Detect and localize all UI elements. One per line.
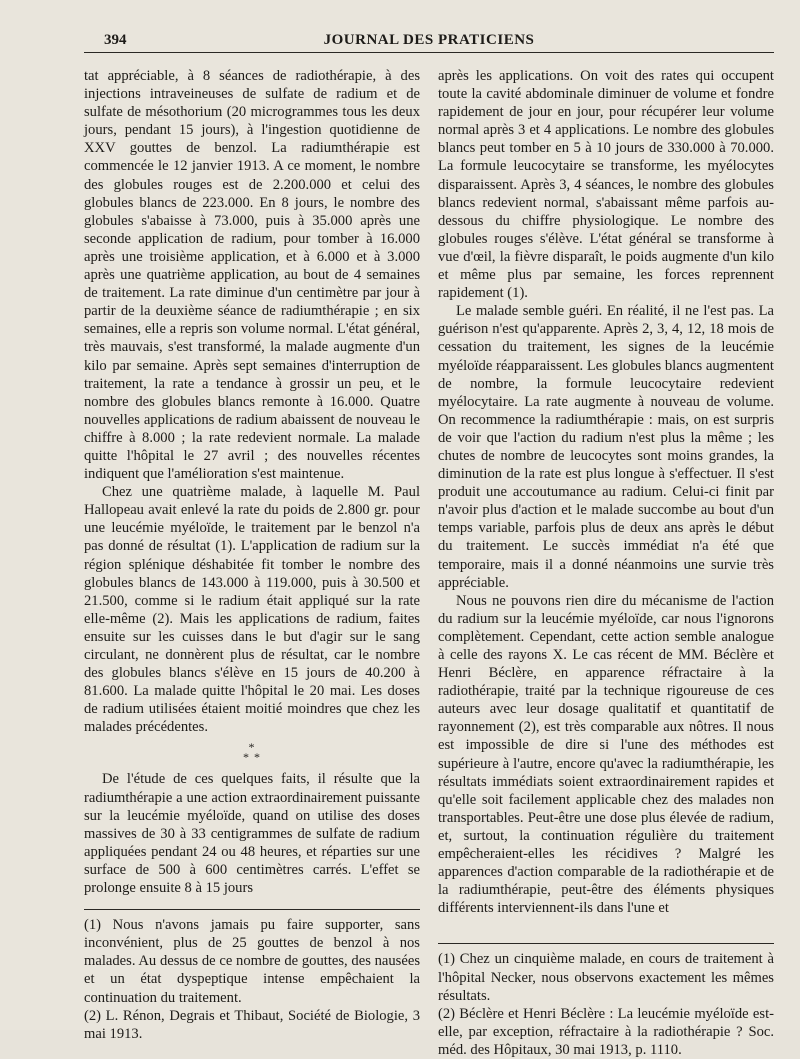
paragraph: tat appréciable, à 8 séances de radiothérapie, à des injections intraveineuses de sulfate de radium et de sulfate de mésothorium (20 microgrammes tous les deux jours, pendant 15 jours), à l'ingestion quotidienne de XXV gouttes de benzol. La radiumthérapie est commencée le 12 janvier 1913. A ce moment, le nombre des globules rouges est de 2.200.000 et celui des globules blancs de 223.000. En 8 jours, le nombre des globules s'abaisse à 73.000, puis à 35.000 après une seconde application de radium, pour tomber à 16.000 après une troisième application, et à 6.000 et à 3.000 après une quatrième application, au bout de 4 semaines de traitement. La rate diminue d'un centimètre par jour à partir de la deuxième séance de radiumthérapie ; en six semaines, elle a repris son volume normal. L'état général, très mauvais, s'est transformé, la malade augmente d'un kilo par semaine. Après sept semaines d'interruption de traitement, la rate a tendance à grossir un peu, et le nombre des globules blancs remonte à 16.000. Quatre nouvelles applications de radium abaissent de nouveau le chiffre à 8.000 ; la rate redevient normale. La malade quitte l'hôpital le 27 avril ; des nouvelles récentes indiquent que l'amélioration s'est maintenue. (84, 68, 420, 483)
section-asterism: * * * (243, 740, 261, 765)
right-column (438, 67, 774, 1059)
paragraph: Le malade semble guéri. En réalité, il ne l'est pas. La guérison n'est qu'apparente. Après 2, 3, 4, 12, 18 mois de cessation du traitement, les signes de la leucémie myéloïde réapparaissent. Les globules blancs augmentent de nombre, la formule leucocytaire redevient myélocytaire. La rate augmente à nouveau de volume. On recommence la radiumthérapie : mais, on est surpris de voir que l'action du radium n'est plus la même ; les chutes de nombre de leucocytes sont moins grandes, la diminution de la rate est plus longue à s'effectuer. Il s'est produit une accoutumance au radium. Celui-ci finit par n'avoir plus d'action et le malade succombe au bout d'un temps variable, parfois plus de deux ans après le début du traitement. Le succès immédiat n'a été que temporaire, mais il a donné néanmoins une survie très appréciable. (438, 303, 774, 591)
paragraph: Nous ne pouvons rien dire du mécanisme de l'action du radium sur la leucémie myéloïde, car nous l'ignorons complètement. Cependant, cette action semble analogue à celle des rayons X. Le cas récent de MM. Béclère et Henri Béclère, en apparence réfractaire à la radiothérapie, traité par la technique rigoureuse de ces auteurs avec leur dosage qualitatif et quantitatif de rayonnement (2), est très comparable aux nôtres. Il nous est impossible de dire si l'une des méthodes est supérieure à l'autre, encore qu'avec la radiumthérapie, les résultats immédiats soient extraordinairement rapides et qu'elle soit facilement applicable chez des malades non transportables. Peut-être une dose plus élevée de radium, et, surtout, la continuation régulière du traitement empêcheraient-elles les récidives ? Malgré les apparences d'action comparable de la radiothérapie et de la radiumthérapie, peut-être des éléments physiques différents interviennent-ils dans l'une et (438, 592, 774, 917)
page-number: 394 (104, 32, 127, 48)
footnotes (84, 909, 420, 1043)
journal-title: JOURNAL DES PRATICIENS (323, 32, 535, 48)
running-header (84, 30, 774, 53)
left-column (84, 67, 420, 1059)
paragraph: Chez une quatrième malade, à laquelle M. Paul Hallopeau avait enlevé la rate du poids de 2.800 gr. pour une leucémie myéloïde, le traitement par le benzol n'a pas donné de résultat (1). L'application de radium sur la région splénique déshabitée fit tomber le nombre des globules blancs de 143.000 à 119.000, puis à 30.500 et 21.500, comme si le radium était appliqué sur la rate elle-même (2). Mais les applications de radium, faites ensuite sur les cuisses dans le but d'agir sur le sang circulant, ne donnèrent plus de résultat, car le nombre des globules blancs s'élève en 15 jours de 40.200 à 81.600. La malade quitte l'hôpital le 20 mai. Les doses de radium utilisées étaient moitié moindres que chez les malades précédentes. (84, 484, 420, 736)
paragraph: De l'étude de ces quelques faits, il résulte que la radiumthérapie a une action extraordinairement puissante sur la leucémie myéloïde, quand on utilise des doses massives de 30 à 33 centigrammes de sulfate de radium appliquées pendant 24 ou 48 heures, et réparties sur une surface de 500 à 600 centimètres carrés. L'effet se prolonge ensuite 8 à 15 jours (84, 771, 420, 897)
footnote: (2) Béclère et Henri Béclère : La leucémie myéloïde est-elle, par exception, réfractaire à la radiothérapie ? Soc. méd. des Hôpitaux, 30 mai 1913, p. 1110. (438, 1005, 774, 1058)
footnotes (438, 943, 774, 1059)
footnote: (1) Chez un cinquième malade, en cours de traitement à l'hôpital Necker, nous observons exactement les mêmes résultats. (438, 951, 774, 1004)
footnote: (1) Nous n'avons jamais pu faire supporter, sans inconvénient, plus de 25 gouttes de benzol à nos malades. Au dessus de ce nombre de gouttes, des nausées et un état dyspeptique intense empêchaient la continuation du traitement. (84, 917, 420, 1006)
two-column-body (84, 67, 774, 1059)
footnote: (2) L. Rénon, Degrais et Thibaut, Société de Biologie, 3 mai 1913. (84, 1007, 420, 1042)
paragraph: après les applications. On voit des rates qui occupent toute la cavité abdominale diminuer de volume et fondre rapidement de jour en jour, pour récupérer leur volume normal après 3 et 4 applications. Le nombre des globules blancs peut tomber en 5 à 10 jours de 330.000 à 70.000. La formule leucocytaire se transforme, les myélocytes disparaissent. Après 3, 4 séances, le nombre des globules blancs redevient normal, s'abaissant même parfois au-dessous du chiffre physiologique. Le nombre des globules rouges s'élève. L'état général se transforme à vue d'œil, la fièvre disparaît, le poids augmente d'un kilo et même plus par semaine, les forces reprennent rapidement (1). (438, 68, 774, 302)
